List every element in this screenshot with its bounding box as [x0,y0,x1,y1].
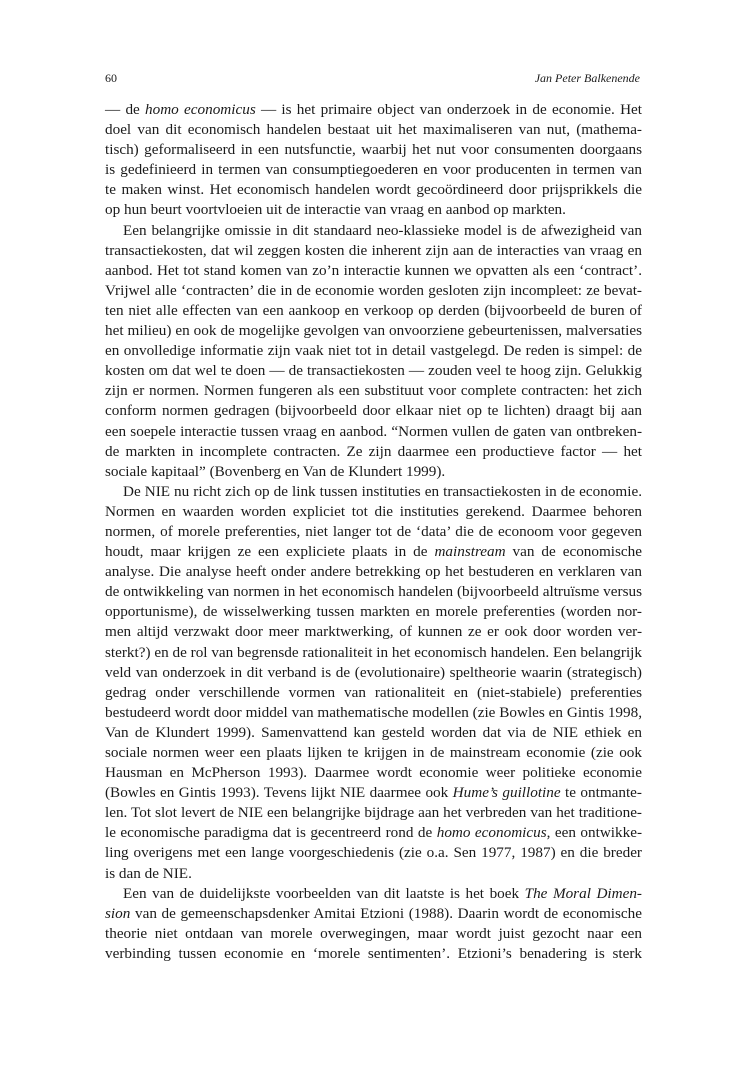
text-line: Normen en waarden worden expliciet tot die instituties gerekend. Daarmee behoren [105,502,642,520]
text-line: op hun beurt voortvloeien uit de interactie van vraag en aanbod op markten. [105,201,566,219]
text-line: Vrijwel alle ‘contracten’ die in de economie worden gesloten zijn incompleet: ze bevat- [105,281,642,299]
paragraph [105,221,642,482]
text-line: De NIE nu richt zich op de link tussen instituties en transactiekosten in de economie. [123,482,642,500]
text-line: len. Tot slot levert de NIE een belangrijke bijdrage aan het verbreden van het traditione- [105,804,642,822]
paragraph [105,482,642,884]
page-header [105,70,640,86]
text-line: transactiekosten, dat wil zeggen kosten die inherent zijn aan de interacties van vraag en [105,241,642,259]
text-line: kosten om dat wel te doen — de transactiekosten — zouden veel te hoog zijn. Gelukkig [105,362,642,380]
text-line: en onvolledige informatie zijn vaak niet tot in detail vastgelegd. De reden is simpel: de [105,342,642,360]
text-line: te maken winst. Het economisch handelen wordt gecoördineerd door prijsprikkels die [105,181,642,199]
text-line: le economische paradigma dat is gecentreerd rond de homo economicus, een ontwikke- [105,824,643,842]
text-line: analyse. Die analyse heeft onder andere betrekking op het bestuderen en verklaren van [105,563,642,581]
text-line: een soepele interactie tussen vraag en aanbod. “Normen vullen de gaten van ontbreken- [105,422,642,440]
text-line: tisch) geformaliseerd in een nutsfunctie, waarbij het nut voor consumenten doorgaans [105,141,642,159]
paragraph [105,884,642,964]
text-line: verbinding tussen economie en ‘morele sentimenten’. Etzioni’s benadering is sterk [105,944,642,962]
text-line: houdt, maar krijgen ze een expliciete plaats in de mainstream van de economische [105,543,642,561]
text-line: is gedefinieerd in termen van consumptiegoederen en voor producenten in termen van [105,161,642,179]
text-line: de markten in incomplete contracten. Ze zijn daarmee een productieve factor — het [105,442,642,460]
text-line: veld van onderzoek in dit verband is de (evolutionaire) speltheorie waarin (strategisch) [105,663,642,681]
text-line: sociale normen weer een plaats lijken te krijgen in de mainstream economie (zie ook [105,744,642,761]
text-line: theorie niet ontdaan van morele overwegingen, maar wordt juist gezocht naar een [105,924,642,942]
text-line: conform normen gedragen (bijvoorbeeld door elkaar niet op te lichten) draagt bij aan [105,402,642,420]
text-line: ling overigens met een lange voorgeschiedenis (zie o.a. Sen 1977, 1987) en die breder [105,844,642,862]
text-line: Een van de duidelijkste voorbeelden van dit laatste is het boek The Moral Dimen- [123,884,642,902]
text-line: normen, of morele preferenties, niet langer tot de ‘data’ die de econoom voor gegeven [105,522,642,540]
text-line: sion van de gemeenschapsdenker Amitai Etzioni (1988). Daarin wordt de economische [105,904,642,922]
text-line: — de homo economicus — is het primaire object van onderzoek in de economie. Het [105,101,642,118]
text-line: doel van dit economisch handelen bestaat uit het maximaliseren van nut, (mathema- [105,121,642,139]
text-line: sociale kapitaal” (Bovenberg en Van de Klundert 1999). [105,462,446,480]
text-line: gedrag onder verschillende vormen van rationaliteit en (niet-stabiele) preferenties [105,683,642,701]
paragraph [105,100,642,221]
text-line: aanbod. Het tot stand komen van zo’n interactie kunnen we opvatten als een ‘contract’. [105,261,642,279]
text-line: is dan de NIE. [105,864,192,882]
body-text [105,100,642,964]
text-line: sterkt?) en de rol van begrensde rationaliteit in het economisch handelen. Een belangrijk [105,643,642,661]
running-head-author: Jan Peter Balkenende [534,71,640,85]
text-line: ten niet alle effecten van een aankoop en verkoop op derden (bijvoorbeeld de buren of [105,301,642,319]
text-line: bestudeerd wordt door middel van mathematische modellen (zie Bowles en Gintis 1998, [105,703,642,721]
text-line: het milieu) en ook de mogelijke gevolgen van onvoorziene gebeurtenissen, malversaties [105,322,642,340]
text-line: (Bowles en Gintis 1993). Tevens lijkt NIE daarmee ook Hume’s guillotine te ontmante- [105,784,642,802]
text-line: Een belangrijke omissie in dit standaard neo-klassieke model is de afwezigheid van [123,221,642,239]
text-line: zijn er normen. Normen fungeren als een substituut voor complete contracten: het zich [105,382,642,400]
page-number: 60 [105,71,117,85]
text-line: Van de Klundert 1999). Samenvattend kan gesteld worden dat via de NIE ethiek en [105,723,642,741]
text-line: Hausman en McPherson 1993). Daarmee wordt economie weer politieke economie [105,764,642,782]
text-line: opportunisme), de wisselwerking tussen markten en morele preferenties (worden nor- [105,603,642,621]
text-line: de ontwikkeling van normen in het economisch handelen (bijvoorbeeld altruïsme versus [105,583,642,601]
text-line: men altijd verzwakt door meer marktwerking, of kunnen ze er ook door worden ver- [105,623,642,641]
